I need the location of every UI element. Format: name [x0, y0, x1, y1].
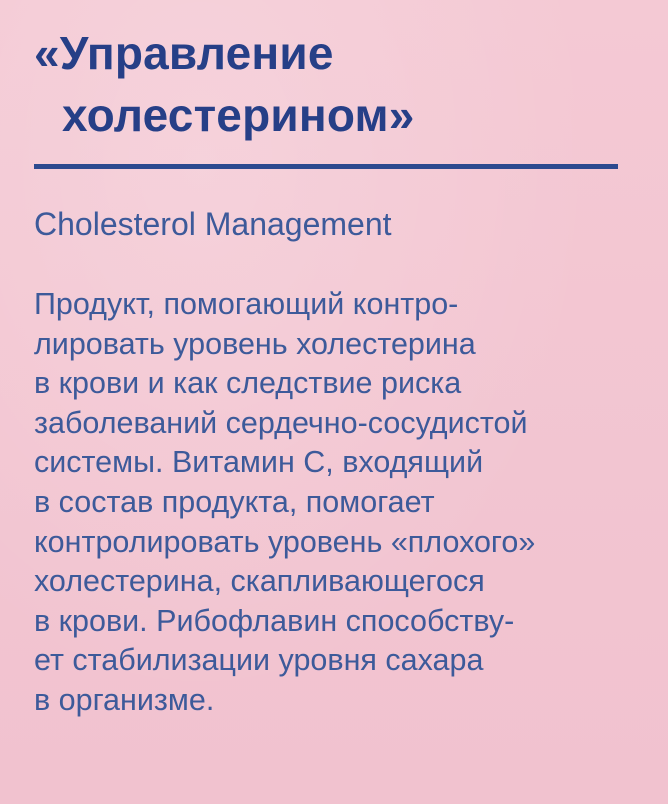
title-line-2: холестерином»: [62, 89, 415, 141]
title-line-1: «Управление: [34, 27, 334, 79]
description-line: в крови и как следствие риска: [34, 366, 462, 401]
description-line: системы. Витамин С, входящий: [34, 445, 484, 480]
description-line: в состав продукта, помогает: [34, 484, 435, 519]
description-line: Продукт, помогающий контро-: [34, 287, 459, 321]
description-line: лировать уровень холестерина: [34, 326, 476, 361]
description-line: в крови. Рибофлавин способству-: [34, 603, 515, 638]
description-line: в организме.: [34, 682, 215, 717]
english-subtitle: Cholesterol Management: [34, 206, 392, 242]
description-line: контролировать уровень «плохого»: [34, 524, 536, 559]
page-title: [34, 22, 634, 146]
description-line: холестерина, скапливающегося: [34, 564, 485, 599]
description-line: ет стабилизации уровня сахара: [34, 643, 484, 678]
description-line: заболеваний сердечно-сосудистой: [34, 405, 528, 440]
product-description: [34, 285, 644, 721]
title-divider: [34, 164, 618, 169]
